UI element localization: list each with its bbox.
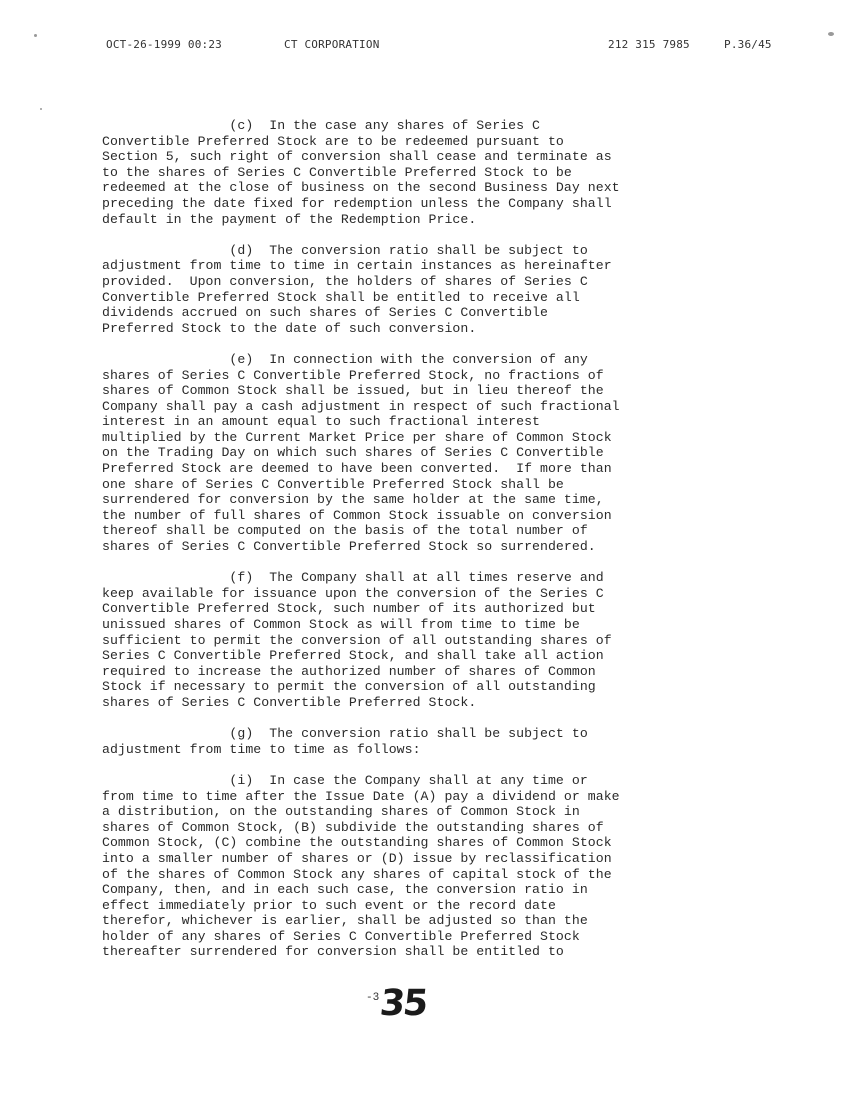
text-line: dividends accrued on such shares of Series C Convertible <box>102 305 548 321</box>
text-line: (d) The conversion ratio shall be subject to <box>102 242 588 258</box>
text-line: shares of Common Stock shall be issued, but in lieu thereof the <box>102 383 604 399</box>
text-line: redeemed at the close of business on the second Business Day next <box>102 180 620 196</box>
text-line: thereof shall be computed on the basis of the total number of <box>102 523 588 539</box>
scan-speck <box>34 34 37 37</box>
text-line: (e) In connection with the conversion of any <box>102 351 588 367</box>
fax-phone-number: 212 315 7985 <box>608 38 690 51</box>
text-line: multiplied by the Current Market Price per share of Common Stock <box>102 429 612 445</box>
text-line: Convertible Preferred Stock are to be redeemed pursuant to <box>102 133 564 149</box>
text-line: Company, then, and in each such case, the conversion ratio in <box>102 882 588 898</box>
text-line: one share of Series C Convertible Preferred Stock shall be <box>102 476 564 492</box>
text-line: adjustment from time to time in certain instances as hereinafter <box>102 258 612 274</box>
text-line: (f) The Company shall at all times reserve and <box>102 570 604 586</box>
scan-speck <box>40 108 42 110</box>
fax-page-count: P.36/45 <box>724 38 772 51</box>
text-line: effect immediately prior to such event or the record date <box>102 897 556 913</box>
text-line: Series C Convertible Preferred Stock, and shall take all action <box>102 648 604 664</box>
text-line: default in the payment of the Redemption Price. <box>102 211 477 227</box>
text-line: Company shall pay a cash adjustment in respect of such fractional <box>102 398 620 414</box>
paragraph-e <box>102 352 742 555</box>
text-line: thereafter surrendered for conversion shall be entitled to <box>102 944 564 960</box>
text-line: to the shares of Series C Convertible Preferred Stock to be <box>102 164 572 180</box>
text-line: on the Trading Day on which such shares of Series C Convertible <box>102 445 604 461</box>
paragraph-g <box>102 726 742 757</box>
text-line: (g) The conversion ratio shall be subject to <box>102 726 588 742</box>
text-line: a distribution, on the outstanding shares of Common Stock in <box>102 804 580 820</box>
text-line: into a smaller number of shares or (D) issue by reclassification <box>102 850 612 866</box>
text-line: (c) In the case any shares of Series C <box>102 118 541 133</box>
text-line: therefor, whichever is earlier, shall be adjusted so than the <box>102 913 588 929</box>
text-line: Stock if necessary to permit the conversion of all outstanding <box>102 679 596 695</box>
text-line: shares of Series C Convertible Preferred Stock, no fractions of <box>102 367 604 383</box>
text-line: Section 5, such right of conversion shall cease and terminate as <box>102 149 612 165</box>
text-line: the number of full shares of Common Stock issuable on conversion <box>102 507 612 523</box>
fax-header <box>106 38 786 54</box>
text-line: shares of Series C Convertible Preferred Stock. <box>102 694 477 710</box>
text-line: preceding the date fixed for redemption unless the Company shall <box>102 195 612 211</box>
text-line: surrendered for conversion by the same holder at the same time, <box>102 492 604 508</box>
text-line: keep available for issuance upon the conversion of the Series C <box>102 585 604 601</box>
text-line: required to increase the authorized number of shares of Common <box>102 663 596 679</box>
fax-date-time: OCT-26-1999 00:23 <box>106 38 222 51</box>
text-line: shares of Series C Convertible Preferred Stock so surrendered. <box>102 539 596 555</box>
handwritten-page-number: 35 <box>377 983 429 1024</box>
paragraph-g-i <box>102 773 742 960</box>
text-line: interest in an amount equal to such fractional interest <box>102 414 541 430</box>
paragraph-d <box>102 243 742 337</box>
fax-sender: CT CORPORATION <box>284 38 380 51</box>
text-line: (i) In case the Company shall at any time or <box>102 772 588 788</box>
text-line: adjustment from time to time as follows: <box>102 741 421 757</box>
text-line: sufficient to permit the conversion of all outstanding shares of <box>102 632 612 648</box>
text-line: shares of Common Stock, (B) subdivide the outstanding shares of <box>102 819 604 835</box>
text-line: Convertible Preferred Stock, such number of its authorized but <box>102 601 596 617</box>
document-body <box>102 118 742 976</box>
text-line: Common Stock, (C) combine the outstanding shares of Common Stock <box>102 835 612 851</box>
text-line: unissued shares of Common Stock as will from time to time be <box>102 617 580 632</box>
text-line: from time to time after the Issue Date (A) pay a dividend or make <box>102 788 620 804</box>
text-line: of the shares of Common Stock any shares of capital stock of the <box>102 866 612 882</box>
text-line: Convertible Preferred Stock shall be entitled to receive all <box>102 289 580 305</box>
text-line: holder of any shares of Series C Convertible Preferred Stock <box>102 928 580 944</box>
scan-speck <box>828 32 834 36</box>
text-line: Preferred Stock to the date of such conversion. <box>102 320 477 336</box>
text-line: Preferred Stock are deemed to have been converted. If more than <box>102 461 612 477</box>
typed-page-number: -3 <box>366 992 380 1004</box>
paragraph-c <box>102 118 742 227</box>
paragraph-f <box>102 570 742 710</box>
text-line: provided. Upon conversion, the holders of shares of Series C <box>102 273 588 289</box>
